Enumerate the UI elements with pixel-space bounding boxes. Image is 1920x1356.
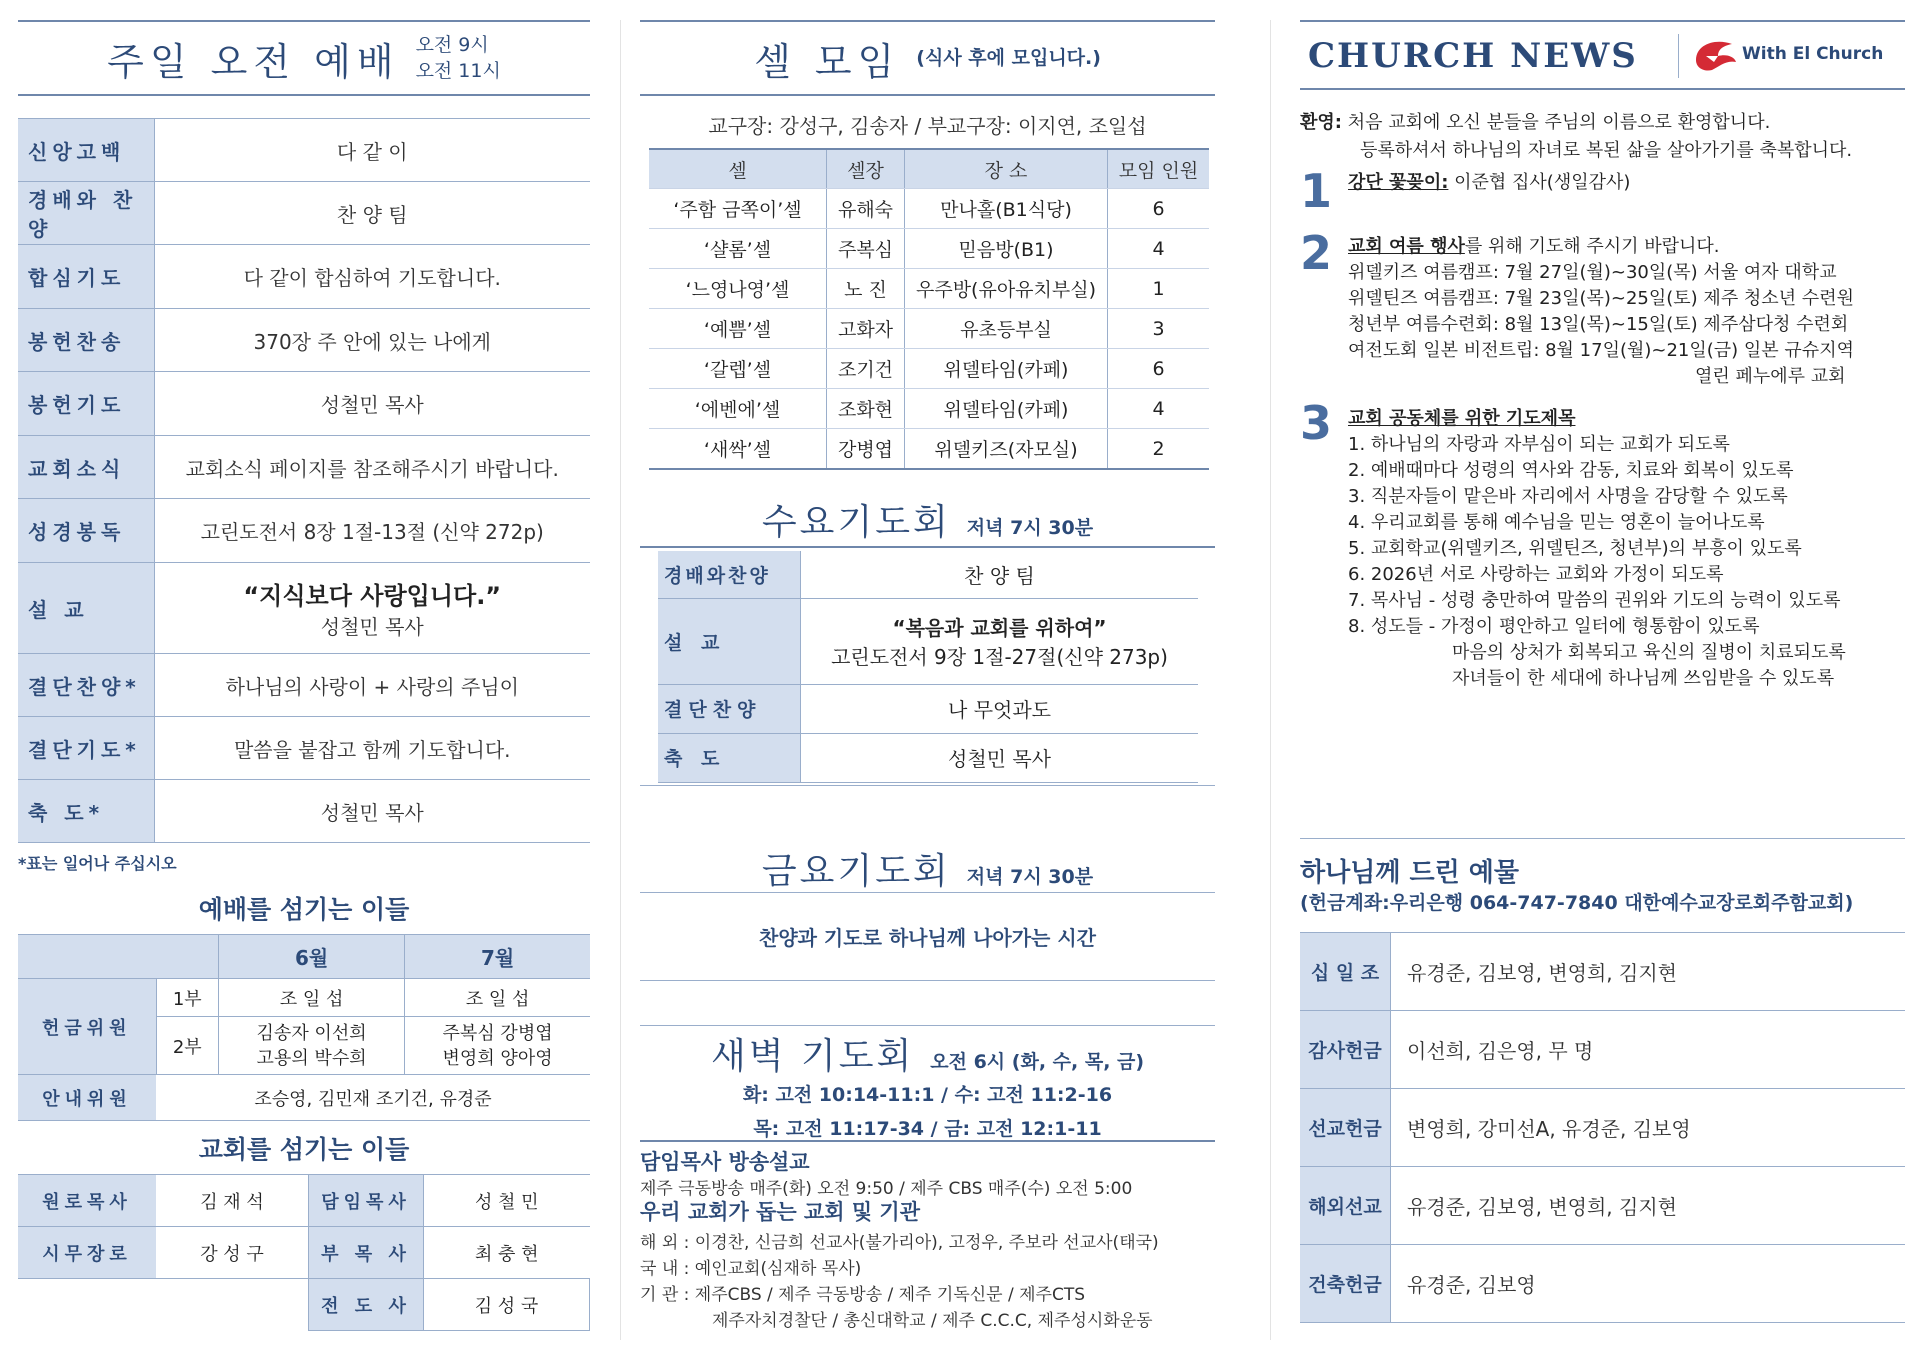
news-header: [1300, 20, 1905, 90]
order-label: 경배와 찬양: [18, 182, 154, 245]
staff-name: 성 철 민: [424, 1175, 590, 1227]
table-row: [649, 269, 1209, 309]
friday-header: [640, 843, 1215, 894]
staff-blank: [18, 1279, 156, 1331]
welcome-label: 환영:: [1300, 112, 1342, 133]
worship-time-2: 오전 11시: [415, 60, 501, 82]
order-label: 축 도*: [18, 780, 154, 843]
wed-sermon-title: “복음과 교회를 위하여”: [892, 616, 1107, 640]
cell-count: 4: [1108, 229, 1210, 269]
part2-july: [405, 1017, 590, 1075]
table-row: [649, 349, 1209, 389]
dawn-bottom-rule: [640, 1140, 1215, 1142]
part1-june: 조 일 섭: [219, 979, 405, 1017]
part2-june-line1: 김송자 이선희: [256, 1022, 367, 1044]
cell-leader: 유해숙: [827, 189, 905, 229]
news-column: [1300, 0, 1905, 1356]
news-item-2-line: 청년부 여름수련회: 8월 13일(목)~15일(토) 제주삼다청 수련회: [1348, 314, 1849, 335]
cell-place: 유초등부실: [905, 309, 1108, 349]
prayer-item: 6. 2026년 서로 사랑하는 교회와 가정이 되도록: [1348, 564, 1724, 585]
news-item-2-line: 여전도회 일본 비전트립: 8월 17일(월)~21일(금) 일본 규슈지역: [1348, 340, 1854, 361]
sermon-preacher: 성철민 목사: [320, 615, 424, 639]
order-value: 찬 양 팀: [801, 551, 1199, 598]
offering-table: [1300, 932, 1905, 1323]
welcome-line-2: 등록하셔서 하나님의 자녀로 복된 삶을 살아가기를 축복합니다.: [1360, 140, 1853, 161]
news-item-2-last: 열린 페누에루 교회: [1695, 366, 1846, 387]
table-row: [649, 229, 1209, 269]
prayer-item: 7. 목사님 - 성령 충만하여 말씀의 권위와 기도의 능력이 있도록: [1348, 590, 1841, 611]
church-servers-table: [18, 1174, 590, 1331]
order-label: 결단기도*: [18, 717, 154, 780]
offering-names: 이선희, 김은영, 무 명: [1391, 1011, 1906, 1089]
staff-label: 담임목사: [309, 1175, 424, 1227]
order-label: 합심기도: [18, 245, 154, 309]
offering-top-rule: [1300, 838, 1905, 839]
cell-leader: 조화현: [827, 389, 905, 429]
prayer-item: 1. 하나님의 자랑과 자부심이 되는 교회가 되도록: [1348, 434, 1730, 455]
cell-name: ‘갈렙’셀: [649, 349, 827, 389]
part-2-label: 2부: [156, 1017, 219, 1075]
staff-blank: [156, 1279, 309, 1331]
part-1-label: 1부: [156, 979, 219, 1017]
support-title: 우리 교회가 돕는 교회 및 기관: [640, 1200, 920, 1224]
cell-col-header: 셀장: [827, 149, 905, 189]
friday-title: 금요기도회: [761, 851, 951, 892]
table-row: [649, 429, 1209, 470]
cell-column: [640, 0, 1215, 1356]
order-value: 370장 주 안에 있는 나에게: [154, 309, 590, 372]
offering-title: 하나님께 드린 예물: [1300, 858, 1520, 888]
cell-col-header: 셀: [649, 149, 827, 189]
offering-names: 유경준, 김보영, 변영희, 김지현: [1391, 1167, 1906, 1245]
cell-table: [649, 148, 1209, 470]
cell-place: 위델타임(카페): [905, 349, 1108, 389]
dawn-line-2: 목: 고전 11:17-34 / 금: 고전 12:1-11: [753, 1118, 1102, 1140]
staff-label: 전 도 사: [309, 1279, 424, 1331]
cell-name: ‘주함 금쪽이’셀: [649, 189, 827, 229]
cell-leader: 조기건: [827, 349, 905, 389]
logo-text: With El Church: [1742, 44, 1884, 64]
order-label: 결단찬양*: [18, 654, 154, 717]
cell-place: 우주방(유아유치부실): [905, 269, 1108, 309]
servers-title: 예배를 섬기는 이들: [198, 895, 410, 924]
support-abroad: 해 외 : 이경찬, 신금희 선교사(불가리아), 고정우, 주보라 선교사(태국): [640, 1233, 1159, 1253]
prayer-item-continued: 자녀들이 한 세대에 하나님께 쓰임받을 수 있도록: [1452, 668, 1835, 689]
prayer-item: 8. 성도들 - 가정이 평안하고 일터에 형통함이 있도록: [1348, 616, 1760, 637]
cell-count: 6: [1108, 189, 1210, 229]
news-item-2-line: 위델틴즈 여름캠프: 7월 23일(목)~25일(토) 제주 청소년 수련원: [1348, 288, 1854, 309]
cell-count: 4: [1108, 389, 1210, 429]
welcome-text-1: 처음 교회에 오신 분들을 주님의 이름으로 환영합니다.: [1347, 112, 1771, 133]
order-value: 다 같이 합심하여 기도합니다.: [154, 245, 590, 309]
cell-place: 위델타임(카페): [905, 389, 1108, 429]
wednesday-time: 저녁 7시 30분: [966, 517, 1094, 539]
wednesday-top-rule: [640, 546, 1215, 548]
cell-header: [640, 20, 1215, 96]
cell-title: 셀 모임: [754, 39, 901, 84]
order-label: 신앙고백: [18, 119, 154, 182]
news-title: CHURCH NEWS: [1308, 36, 1638, 76]
news-item-3-head: [1348, 404, 1575, 430]
offering-account: (헌금계좌:우리은행 064-747-7840 대한예수교장로회주함교회): [1300, 892, 1854, 914]
servers-head-blank: [156, 935, 219, 979]
staff-name: 김 성 국: [424, 1279, 590, 1331]
offering-names: 유경준, 김보영: [1391, 1245, 1906, 1323]
worship-times: [416, 32, 501, 84]
wednesday-order-table: [658, 551, 1198, 783]
staff-label: 시무장로: [18, 1227, 156, 1279]
order-value: 말씀을 붙잡고 함께 기도합니다.: [154, 717, 590, 780]
welcome-line-1: [1300, 108, 1770, 134]
table-row: [649, 389, 1209, 429]
order-label: 성경봉독: [18, 499, 154, 563]
order-value: 다 같 이: [154, 119, 590, 182]
table-row: [649, 309, 1209, 349]
order-label: 경배와찬양: [658, 551, 801, 598]
item2-head: 교회 여름 행사: [1348, 236, 1465, 257]
usher-value: 조승영, 김민재 조기건, 유경준: [156, 1075, 590, 1121]
worship-order-table: [18, 118, 590, 843]
order-label: 설 교: [18, 563, 154, 654]
prayer-item: 3. 직분자들이 맡은바 자리에서 사명을 감당할 수 있도록: [1348, 486, 1788, 507]
item3-head: 교회 공동체를 위한 기도제목: [1348, 408, 1576, 429]
item1-text: 이준협 집사(생일감사): [1454, 172, 1631, 193]
offering-label: 해외선교: [1300, 1167, 1391, 1245]
broadcast-title: 담임목사 방송설교: [640, 1150, 810, 1174]
order-label: 설 교: [658, 598, 801, 684]
cell-leader: 고화자: [827, 309, 905, 349]
cell-name: ‘새싹’셀: [649, 429, 827, 470]
offering-names: 유경준, 김보영, 변영희, 김지현: [1391, 933, 1906, 1011]
header-divider: [1678, 34, 1679, 78]
cell-name: ‘느영나영’셀: [649, 269, 827, 309]
order-value: 성철민 목사: [801, 733, 1199, 782]
news-item-1: [1348, 168, 1630, 194]
part1-july: 조 일 섭: [405, 979, 590, 1017]
usher-label: 안내위원: [18, 1075, 156, 1121]
staff-name: 강 성 구: [156, 1227, 309, 1279]
friday-mid-rule: [640, 980, 1215, 981]
cell-leaders: 교구장: 강성구, 김송자 / 부교구장: 이지연, 조일섭: [708, 114, 1147, 138]
cell-name: ‘예쁨’셀: [649, 309, 827, 349]
servers-table: [18, 934, 590, 1121]
support-org-2: 제주자치경찰단 / 총신대학교 / 제주 C.C.C, 제주성시화운동: [712, 1311, 1153, 1331]
cell-count: 1: [1108, 269, 1210, 309]
order-label: 축 도: [658, 733, 801, 782]
offering-label: 선교헌금: [1300, 1089, 1391, 1167]
offering-names: 변영희, 강미선A, 유경준, 김보영: [1391, 1089, 1906, 1167]
cell-subtitle: (식사 후에 모입니다.): [916, 47, 1101, 69]
wednesday-header: [640, 494, 1215, 545]
worship-time-1: 오전 9시: [415, 34, 489, 56]
order-label: 교회소식: [18, 436, 154, 499]
cell-col-header: 모임 인원: [1108, 149, 1210, 189]
cell-place: 믿음방(B1): [905, 229, 1108, 269]
support-domestic: 국 내 : 예인교회(심재하 목사): [640, 1259, 862, 1279]
dawn-header: [640, 1028, 1215, 1079]
cell-count: 3: [1108, 309, 1210, 349]
order-value: 나 무엇과도: [801, 684, 1199, 733]
worship-column: [18, 0, 590, 1356]
prayer-item: 4. 우리교회를 통해 예수님을 믿는 영혼이 늘어나도록: [1348, 512, 1765, 533]
staff-name: 최 충 현: [424, 1227, 590, 1279]
part2-june: [219, 1017, 405, 1075]
servers-head-blank: [18, 935, 156, 979]
item1-label: 강단 꽃꽂이:: [1348, 172, 1449, 193]
cell-count: 2: [1108, 429, 1210, 470]
broadcast-text: 제주 극동방송 매주(화) 오전 9:50 / 제주 CBS 매주(수) 오전 5:00: [640, 1179, 1133, 1199]
cell-name: ‘에벤에’셀: [649, 389, 827, 429]
sermon-cell: [154, 563, 590, 654]
cell-leader: 노 진: [827, 269, 905, 309]
offering-label: 십 일 조: [1300, 933, 1391, 1011]
cell-leader: 주복심: [827, 229, 905, 269]
friday-time: 저녁 7시 30분: [966, 866, 1094, 888]
prayer-item: 5. 교회학교(위델키즈, 위델틴즈, 청년부)의 부흥이 있도록: [1348, 538, 1802, 559]
table-row: [649, 189, 1209, 229]
order-value: 성철민 목사: [154, 780, 590, 843]
order-value: 고린도전서 8장 1절-13절 (신약 272p): [154, 499, 590, 563]
dawn-line-1: 화: 고전 10:14-11:1 / 수: 고전 11:2-16: [742, 1084, 1113, 1106]
cell-leader: 강병엽: [827, 429, 905, 470]
order-label: 결단찬양: [658, 684, 801, 733]
news-item-2-line: 위델키즈 여름캠프: 7월 27일(월)~30일(목) 서울 여자 대학교: [1348, 262, 1837, 283]
news-number-3: 3: [1300, 396, 1333, 450]
wednesday-title: 수요기도회: [761, 502, 951, 543]
offering-committee-label: 헌금위원: [18, 979, 156, 1075]
news-number-2: 2: [1300, 226, 1333, 280]
order-value: 찬 양 팀: [154, 182, 590, 245]
cell-count: 6: [1108, 349, 1210, 389]
standing-note: *표는 일어나 주십시오: [18, 854, 177, 873]
dawn-time: 오전 6시 (화, 수, 목, 금): [930, 1051, 1145, 1073]
news-number-1: 1: [1300, 164, 1333, 218]
dawn-title: 새벽 기도회: [710, 1036, 915, 1077]
prayer-item-continued: 마음의 상처가 회복되고 육신의 질병이 치료되도록: [1452, 642, 1846, 663]
item2-tail: 를 위해 기도해 주시기 바랍니다.: [1464, 236, 1720, 257]
worship-title: 주일 오전 예배: [107, 39, 400, 84]
worship-header: [18, 20, 590, 96]
staff-label: 부 목 사: [309, 1227, 424, 1279]
month-july: 7월: [405, 935, 590, 979]
part2-june-line2: 고용의 박수희: [256, 1047, 367, 1069]
cell-col-header: 장 소: [905, 149, 1108, 189]
order-label: 봉헌찬송: [18, 309, 154, 372]
wednesday-bottom-rule: [640, 785, 1215, 786]
cell-place: 만나홀(B1식당): [905, 189, 1108, 229]
wed-sermon-passage: 고린도전서 9장 1절-27절(신약 273p): [831, 645, 1168, 669]
church-servers-title: 교회를 섬기는 이들: [198, 1135, 410, 1164]
month-june: 6월: [219, 935, 405, 979]
order-label: 봉헌기도: [18, 372, 154, 436]
sermon-title: “지식보다 사랑입니다.”: [243, 582, 502, 610]
church-logo-icon: [1692, 36, 1738, 76]
cell-name: ‘샬롬’셀: [649, 229, 827, 269]
prayer-item: 2. 예배때마다 성령의 역사와 감동, 치료와 회복이 있도록: [1348, 460, 1794, 481]
order-value: 하나님의 사랑이 + 사랑의 주님이: [154, 654, 590, 717]
offering-label: 감사헌금: [1300, 1011, 1391, 1089]
wed-sermon-cell: [801, 598, 1199, 684]
friday-bottom-rule: [640, 1025, 1215, 1026]
news-item-2-head: [1348, 232, 1720, 258]
part2-july-line1: 주복심 강병엽: [442, 1022, 553, 1044]
staff-label: 원로목사: [18, 1175, 156, 1227]
support-org-1: 기 관 : 제주CBS / 제주 극동방송 / 제주 기독신문 / 제주CTS: [640, 1285, 1086, 1305]
friday-desc: 찬양과 기도로 하나님께 나아가는 시간: [759, 926, 1096, 950]
cell-place: 위델키즈(자모실): [905, 429, 1108, 470]
offering-label: 건축헌금: [1300, 1245, 1391, 1323]
part2-july-line2: 변영희 양아영: [442, 1047, 553, 1069]
order-value: 성철민 목사: [154, 372, 590, 436]
staff-name: 김 재 석: [156, 1175, 309, 1227]
order-value: 교회소식 페이지를 참조해주시기 바랍니다.: [154, 436, 590, 499]
friday-top-rule: [640, 892, 1215, 893]
